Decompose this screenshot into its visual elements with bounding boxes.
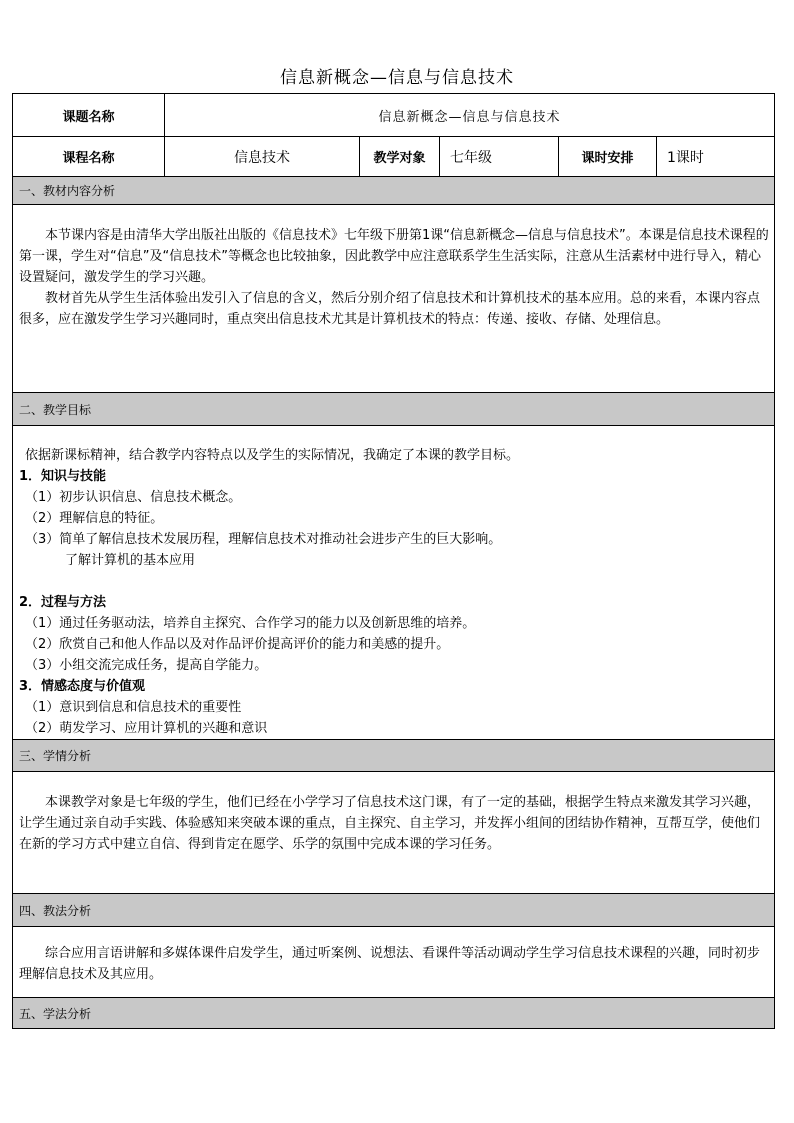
section-body-teaching-goals xyxy=(13,426,775,740)
goals-intro: 依据新课标精神，结合教学内容特点以及学生的实际情况，我确定了本课的教学目标。 xyxy=(25,448,520,463)
section-body-teaching-method xyxy=(13,927,775,998)
goal-2-item: （1）通过任务驱动法，培养自主探究、合作学习的能力以及创新思维的培养。 xyxy=(25,616,476,631)
lesson-title-value: 信息新概念—信息与信息技术 xyxy=(165,94,775,137)
lesson-plan-table xyxy=(12,93,775,1029)
goal-3-title: 3．情感态度与价值观 xyxy=(19,679,146,694)
section-header-learning-method: 五、学法分析 xyxy=(13,998,775,1029)
lesson-title-label: 课题名称 xyxy=(13,94,165,137)
goal-1-title: 1．知识与技能 xyxy=(19,469,107,484)
class-hours-label: 课时安排 xyxy=(559,137,657,177)
section-header-material-analysis: 一、教材内容分析 xyxy=(13,177,775,205)
section-header-learner-analysis: 三、学情分析 xyxy=(13,740,775,772)
material-analysis-paragraph-1: 本节课内容是由清华大学出版社出版的《信息技术》七年级下册第1课“信息新概念—信息与信息技术”。本课是信息技术课程的第一课，学生对“信息”及“信息技术”等概念也比较抽象，因此教学中应注意联系学生生活实际，注意从生活素材中进行导入，精心设置疑问，激发学生的学习兴趣。 xyxy=(19,228,769,285)
lesson-title-row xyxy=(13,94,775,137)
section-header-teaching-goals: 二、教学目标 xyxy=(13,393,775,426)
section-body-material-analysis xyxy=(13,205,775,393)
material-analysis-paragraph-2: 教材首先从学生生活体验出发引入了信息的含义，然后分别介绍了信息技术和计算机技术的基本应用。总的来看，本课内容点很多，应在激发学生学习兴趣同时，重点突出信息技术尤其是计算机技术的特点：传递、接收、存储、处理信息。 xyxy=(19,291,761,327)
goal-2-item: （2）欣赏自己和他人作品以及对作品评价提高评价的能力和美感的提升。 xyxy=(25,637,450,652)
document-title: 信息新概念—信息与信息技术 xyxy=(280,68,514,88)
goal-3-item: （1）意识到信息和信息技术的重要性 xyxy=(25,700,242,715)
goal-3-item: （2）萌发学习、应用计算机的兴趣和意识 xyxy=(25,721,268,736)
teaching-method-text: 综合应用言语讲解和多媒体课件启发学生，通过听案例、说想法、看课件等活动调动学生学习信息技术课程的兴趣，同时初步理解信息技术及其应用。 xyxy=(19,946,761,982)
learner-analysis-text: 本课教学对象是七年级的学生，他们已经在小学学习了信息技术这门课，有了一定的基础，根据学生特点来激发其学习兴趣，让学生通过亲自动手实践、体验感知来突破本课的重点，自主探究、自主学习，并发挥小组间的团结协作精神，互帮互学，使他们在新的学习方式中建立自信、得到肯定在愿学、乐学的氛围中完成本课的学习任务。 xyxy=(19,795,761,852)
goal-1-item: （3）简单了解信息技术发展历程，理解信息技术对推动社会进步产生的巨大影响。 xyxy=(25,532,502,547)
section-header-teaching-method: 四、教法分析 xyxy=(13,894,775,927)
teaching-target-label: 教学对象 xyxy=(360,137,440,177)
course-info-row xyxy=(13,137,775,177)
course-name-label: 课程名称 xyxy=(13,137,165,177)
goal-1-item: （2）理解信息的特征。 xyxy=(25,511,164,526)
goal-2-item: （3）小组交流完成任务，提高自学能力。 xyxy=(25,658,268,673)
course-name-value: 信息技术 xyxy=(165,137,360,177)
section-body-learner-analysis xyxy=(13,772,775,894)
teaching-target-value: 七年级 xyxy=(440,137,559,177)
goal-1-extra: 了解计算机的基本应用 xyxy=(65,553,196,568)
goal-2-title: 2．过程与方法 xyxy=(19,595,107,610)
class-hours-value: 1课时 xyxy=(657,137,775,177)
goal-1-item: （1）初步认识信息、信息技术概念。 xyxy=(25,490,242,505)
